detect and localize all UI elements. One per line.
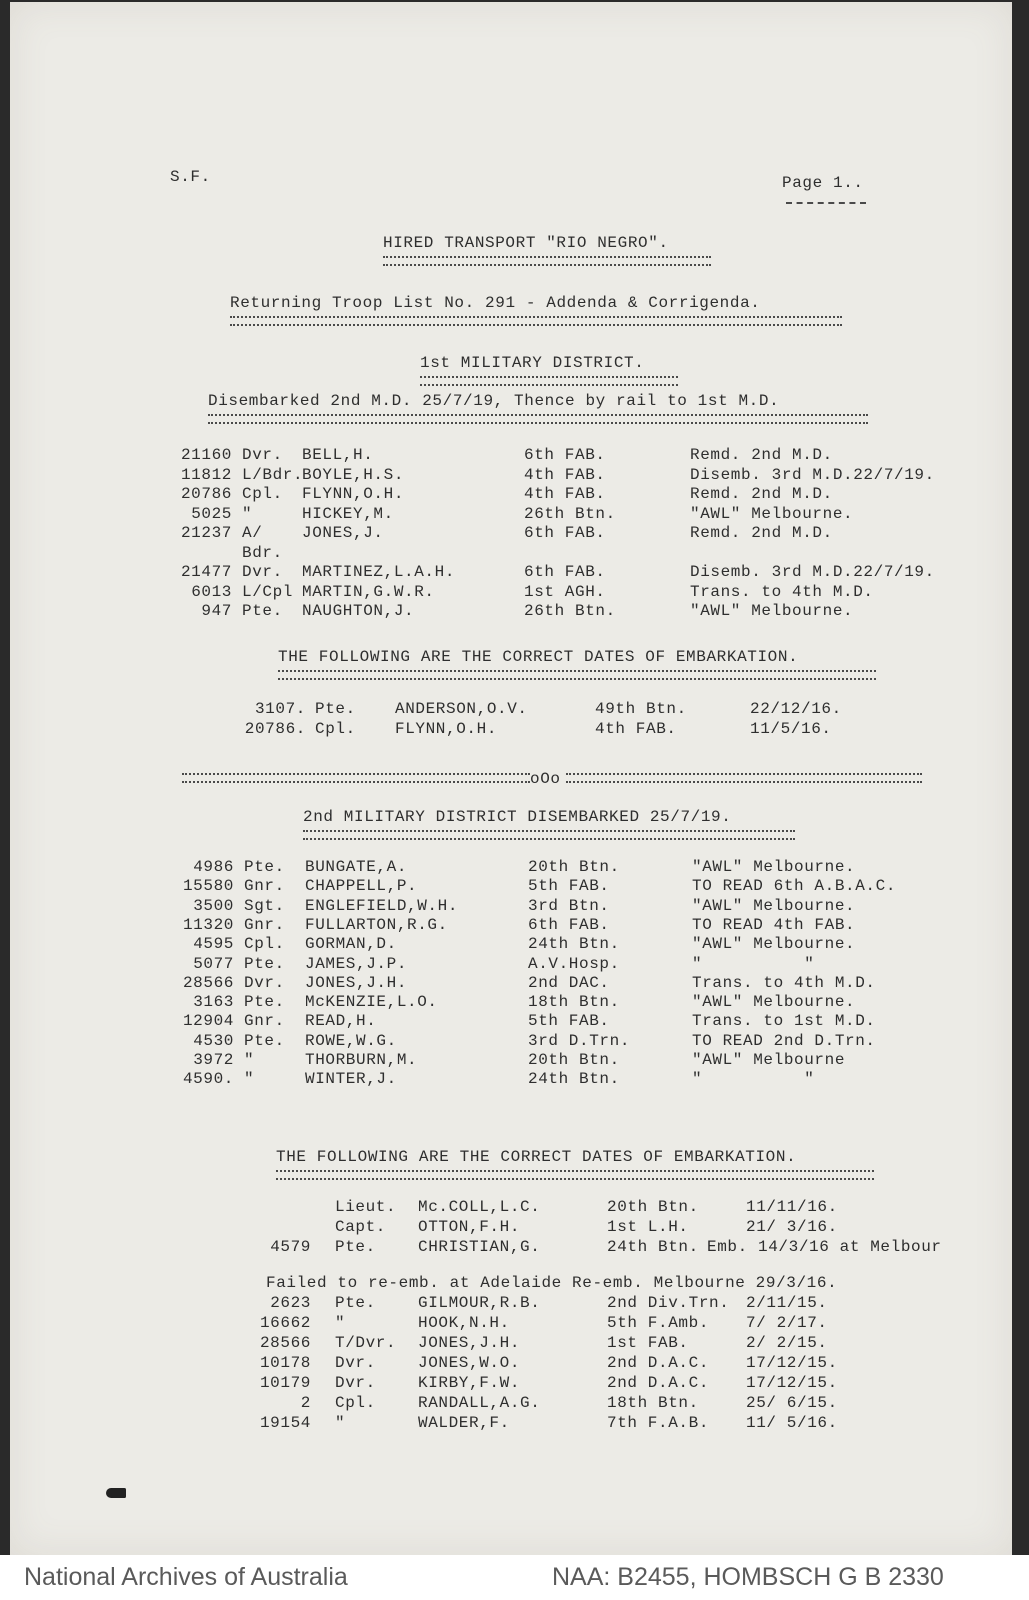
cell-name: BELL,H.	[302, 446, 374, 464]
table-row	[10, 877, 1012, 897]
cell-name: CHAPPELL,P.	[305, 877, 418, 896]
table-row	[10, 1238, 1012, 1258]
archive-footer	[0, 1555, 1029, 1600]
cell-date: 11/5/16.	[750, 720, 832, 738]
cell-unit: 20th Btn.	[528, 858, 620, 876]
cell-remark: TO READ 6th A.B.A.C.	[692, 877, 897, 896]
cell-remark: Trans. to 1st M.D.	[692, 1012, 876, 1031]
cell-name: ANDERSON,O.V.	[395, 700, 528, 718]
separator-left	[182, 773, 530, 783]
section2-heading: 2nd MILITARY DISTRICT DISEMBARKED 25/7/19.	[303, 808, 732, 826]
christian-note: Failed to re-emb. at Adelaide Re-emb. Melbourne 29/3/16.	[266, 1274, 838, 1292]
cell-rank: Pte.	[244, 993, 285, 1012]
cell-date: 7/ 2/17.	[746, 1314, 828, 1332]
cell-no: 28566	[259, 1334, 311, 1352]
cell-no: 4579	[270, 1238, 311, 1256]
cell-unit: 2nd D.A.C.	[607, 1354, 710, 1372]
cell-no: 4590.	[182, 1070, 234, 1089]
cell-name: GILMOUR,R.B.	[418, 1294, 541, 1312]
cell-remark: Disemb. 3rd M.D.22/7/19.	[690, 465, 935, 484]
cell-unit: 18th Btn.	[528, 993, 620, 1012]
cell-name: FULLARTON,R.G.	[305, 915, 448, 934]
cell-name: ENGLEFIELD,W.H.	[305, 896, 459, 915]
cell-no: 6013	[191, 582, 232, 601]
cell-name: JAMES,J.P.	[305, 954, 408, 973]
cell-unit: 4th FAB.	[524, 485, 606, 503]
cell-no: 3500	[193, 896, 234, 915]
cell-rank: Dvr.	[242, 563, 283, 581]
cell-remark: "AWL" Melbourne.	[692, 896, 856, 915]
cell-name: CHRISTIAN,G.	[418, 1238, 541, 1256]
cell-rank: "	[335, 1414, 346, 1432]
cell-rank: Dvr.	[244, 973, 285, 992]
cell-remark: TO READ 2nd D.Trn.	[692, 1031, 876, 1050]
cell-name: KIRBY,F.W.	[418, 1374, 521, 1392]
archive-reference: NAA: B2455, HOMBSCH G B 2330	[552, 1563, 944, 1591]
cell-name: FLYNN,O.H.	[395, 720, 498, 738]
table-row	[10, 1414, 1012, 1434]
cell-no: 3163	[193, 993, 234, 1012]
cell-unit: 6th FAB.	[524, 446, 606, 464]
section2-heading-underline	[303, 830, 795, 840]
separator-right	[566, 773, 922, 783]
cell-rank: "	[242, 504, 253, 523]
cell-no: 5025	[191, 504, 232, 523]
cell-unit: 6th FAB.	[524, 563, 606, 581]
cell-unit: 3rd Btn.	[528, 896, 610, 915]
table-row	[10, 1070, 1012, 1090]
cell-no: 10178	[259, 1354, 311, 1372]
cell-remark: Remd. 2nd M.D.	[690, 485, 833, 503]
cell-remark: "AWL" Melbourne.	[690, 602, 854, 620]
table-row	[10, 1334, 1012, 1354]
cell-name: HICKEY,M.	[302, 504, 394, 523]
cell-name: WINTER,J.	[305, 1070, 397, 1089]
cell-unit: 24th Btn.	[528, 935, 620, 954]
cell-rank: Pte.	[244, 858, 285, 876]
table-row	[10, 1394, 1012, 1414]
cell-rank: T/Dvr.	[335, 1334, 397, 1352]
cell-rank: Dvr.	[242, 446, 283, 464]
cell-rank: "	[335, 1314, 346, 1332]
cell-unit: 2nd Div.Trn.	[607, 1294, 730, 1312]
corner-mark	[106, 1488, 126, 1498]
cell-name: McKENZIE,L.O.	[305, 993, 438, 1012]
cell-name: ROWE,W.G.	[305, 1031, 397, 1050]
cell-no: 3972	[193, 1051, 234, 1069]
cell-name: JONES,J.	[302, 524, 384, 542]
cell-rank: Cpl.	[335, 1394, 376, 1412]
cell-no: 20786.	[244, 720, 306, 738]
cell-unit: 1st FAB.	[607, 1334, 689, 1352]
cell-rank: Pte.	[242, 602, 283, 620]
table-row	[10, 563, 1012, 583]
cell-rank: Bdr.	[242, 543, 283, 562]
cell-rank: Cpl.	[315, 720, 356, 738]
cell-date: Emb. 14/3/16 at Melbour	[707, 1238, 942, 1256]
table-row	[10, 1012, 1012, 1032]
cell-rank: Dvr.	[335, 1354, 376, 1372]
cell-date: 21/ 3/16.	[746, 1218, 838, 1236]
cell-rank: Capt.	[335, 1218, 387, 1236]
cell-rank: Lieut.	[335, 1198, 397, 1216]
table-row	[10, 524, 1012, 544]
cell-remark: Trans. to 4th M.D.	[690, 582, 874, 601]
page-number-underline	[786, 202, 866, 204]
cell-rank: Cpl.	[242, 485, 283, 503]
section1-subheading: Disembarked 2nd M.D. 25/7/19, Thence by rail to 1st M.D.	[208, 392, 780, 410]
cell-remark: " "	[692, 1070, 815, 1089]
subtitle-underline	[230, 316, 842, 326]
cell-no: 3107.	[254, 700, 306, 718]
cell-no: 21160	[180, 446, 232, 464]
cell-name: Mc.COLL,L.C.	[418, 1198, 541, 1216]
cell-name: MARTINEZ,L.A.H.	[302, 563, 456, 581]
cell-rank: Cpl.	[244, 935, 285, 954]
cell-rank: "	[244, 1051, 255, 1069]
cell-no: 2	[300, 1394, 311, 1412]
cell-date: 11/11/16.	[746, 1198, 838, 1216]
cell-name: BUNGATE,A.	[305, 858, 408, 876]
section1-subheading-underline	[208, 414, 868, 424]
cell-no: 19154	[259, 1414, 311, 1432]
cell-rank: Sgt.	[244, 896, 285, 915]
table-row	[10, 955, 1012, 975]
cell-remark: "AWL" Melbourne.	[692, 993, 856, 1012]
table-row	[10, 1314, 1012, 1334]
cell-name: BOYLE,H.S.	[302, 465, 405, 484]
section1-correct-underline	[278, 670, 876, 680]
table-row	[10, 583, 1012, 603]
cell-remark: "AWL" Melbourne	[692, 1051, 846, 1069]
cell-rank: Pte.	[315, 700, 356, 718]
cell-name: WALDER,F.	[418, 1414, 510, 1432]
section1-heading: 1st MILITARY DISTRICT.	[420, 354, 645, 372]
cell-rank: Pte.	[335, 1238, 376, 1256]
table-row	[10, 974, 1012, 994]
cell-remark: "AWL" Melbourne.	[692, 935, 856, 954]
cell-name: JONES,W.O.	[418, 1354, 521, 1372]
cell-no: 10179	[259, 1374, 311, 1392]
cell-unit: 4th FAB.	[595, 720, 677, 738]
cell-no: 28566	[182, 973, 234, 992]
table-row	[10, 544, 1012, 564]
cell-rank: "	[244, 1070, 255, 1089]
cell-name: OTTON,F.H.	[418, 1218, 521, 1236]
cell-unit: 5th F.Amb.	[607, 1314, 710, 1332]
cell-rank: L/Bdr.	[242, 465, 304, 484]
cell-unit: 24th Btn.	[607, 1238, 699, 1256]
section1-correct-heading: THE FOLLOWING ARE THE CORRECT DATES OF EMBARKATION.	[278, 648, 799, 666]
archive-name: National Archives of Australia	[24, 1563, 348, 1591]
cell-remark: "AWL" Melbourne.	[690, 504, 854, 523]
cell-rank: Pte.	[244, 1031, 285, 1050]
cell-no: 4986	[193, 858, 234, 876]
cell-no: 20786	[180, 485, 232, 503]
cell-date: 17/12/15.	[746, 1374, 838, 1392]
cell-remark: Trans. to 4th M.D.	[692, 973, 876, 992]
cell-no: 4530	[193, 1031, 234, 1050]
section2-correct-underline	[276, 1170, 874, 1180]
cell-unit: 6th FAB.	[524, 524, 606, 542]
table-row	[10, 897, 1012, 917]
cell-no: 21237	[180, 524, 232, 542]
table-row	[10, 858, 1012, 878]
cell-remark: Remd. 2nd M.D.	[690, 524, 833, 542]
table-row	[10, 1198, 1012, 1218]
table-row	[10, 1294, 1012, 1314]
cell-unit: 24th Btn.	[528, 1070, 620, 1089]
cell-date: 25/ 6/15.	[746, 1394, 838, 1412]
cell-rank: Gnr.	[244, 915, 285, 934]
cell-no: 16662	[259, 1314, 311, 1332]
cell-unit: A.V.Hosp.	[528, 954, 620, 973]
cell-no: 21477	[180, 563, 232, 581]
cell-no: 12904	[182, 1012, 234, 1031]
cell-rank: Pte.	[335, 1294, 376, 1312]
cell-name: RANDALL,A.G.	[418, 1394, 541, 1412]
cell-rank: L/Cpl	[242, 582, 294, 601]
cell-name: JONES,J.H.	[418, 1334, 521, 1352]
cell-unit: 5th FAB.	[528, 1012, 610, 1031]
table-row	[10, 466, 1012, 486]
table-row	[10, 446, 1012, 466]
document-title: HIRED TRANSPORT "RIO NEGRO".	[383, 234, 669, 252]
table-row	[10, 505, 1012, 525]
table-row	[10, 1051, 1012, 1071]
cell-unit: 18th Btn.	[607, 1394, 699, 1412]
cell-no: 11812	[180, 465, 232, 484]
cell-remark: " "	[692, 954, 815, 973]
cell-unit: 1st L.H.	[607, 1218, 689, 1236]
cell-remark: Disemb. 3rd M.D.22/7/19.	[690, 563, 935, 581]
cell-remark: Remd. 2nd M.D.	[690, 446, 833, 464]
cell-rank: A/	[242, 524, 263, 542]
document-subtitle: Returning Troop List No. 291 - Addenda & Corrigenda.	[230, 294, 761, 312]
cell-rank: Gnr.	[244, 1012, 285, 1031]
cell-unit: 7th F.A.B.	[607, 1414, 710, 1432]
title-underline	[383, 256, 711, 266]
cell-date: 22/12/16.	[750, 700, 842, 718]
cell-no: 2623	[270, 1294, 311, 1312]
separator-mark: oOo	[530, 770, 561, 788]
table-row	[10, 1374, 1012, 1394]
table-row	[10, 916, 1012, 936]
cell-no: 5077	[193, 954, 234, 973]
table-row	[10, 720, 1012, 740]
cell-rank: Gnr.	[244, 877, 285, 896]
cell-date: 11/ 5/16.	[746, 1414, 838, 1432]
cell-unit: 20th Btn.	[607, 1198, 699, 1216]
cell-unit: 26th Btn.	[524, 602, 616, 620]
table-row	[10, 935, 1012, 955]
cell-unit: 49th Btn.	[595, 700, 687, 718]
cell-no: 11320	[182, 915, 234, 934]
cell-name: READ,H.	[305, 1012, 377, 1031]
table-row	[10, 485, 1012, 505]
cell-unit: 3rd D.Trn.	[528, 1031, 631, 1050]
cell-name: MARTIN,G.W.R.	[302, 582, 435, 601]
cell-unit: 2nd D.A.C.	[607, 1374, 710, 1392]
cell-no: 4595	[193, 935, 234, 954]
cell-name: HOOK,N.H.	[418, 1314, 510, 1332]
cell-unit: 1st AGH.	[524, 582, 606, 601]
cell-no: 947	[201, 602, 232, 620]
document-page	[10, 2, 1012, 1555]
cell-name: JONES,J.H.	[305, 973, 408, 992]
cell-date: 2/11/15.	[746, 1294, 828, 1312]
cell-name: NAUGHTON,J.	[302, 602, 415, 620]
cell-name: THORBURN,M.	[305, 1051, 418, 1069]
cell-unit: 2nd DAC.	[528, 973, 610, 992]
cell-unit: 4th FAB.	[524, 465, 606, 484]
cell-remark: TO READ 4th FAB.	[692, 915, 856, 934]
section2-correct-heading: THE FOLLOWING ARE THE CORRECT DATES OF EMBARKATION.	[276, 1148, 797, 1166]
page-number: Page 1..	[782, 174, 864, 192]
table-row	[10, 700, 1012, 720]
section1-heading-underline	[420, 376, 678, 386]
table-row	[10, 1218, 1012, 1238]
office-code: S.F.	[170, 168, 211, 186]
cell-date: 17/12/15.	[746, 1354, 838, 1372]
cell-rank: Dvr.	[335, 1374, 376, 1392]
cell-no: 15580	[182, 877, 234, 896]
cell-name: GORMAN,D.	[305, 935, 397, 954]
cell-date: 2/ 2/15.	[746, 1334, 828, 1352]
cell-unit: 20th Btn.	[528, 1051, 620, 1069]
cell-unit: 6th FAB.	[528, 915, 610, 934]
table-row	[10, 1032, 1012, 1052]
cell-name: FLYNN,O.H.	[302, 485, 405, 503]
table-row	[10, 1354, 1012, 1374]
table-row	[10, 602, 1012, 622]
table-row	[10, 993, 1012, 1013]
cell-unit: 5th FAB.	[528, 877, 610, 896]
cell-unit: 26th Btn.	[524, 504, 616, 523]
cell-remark: "AWL" Melbourne.	[692, 858, 856, 876]
cell-rank: Pte.	[244, 954, 285, 973]
